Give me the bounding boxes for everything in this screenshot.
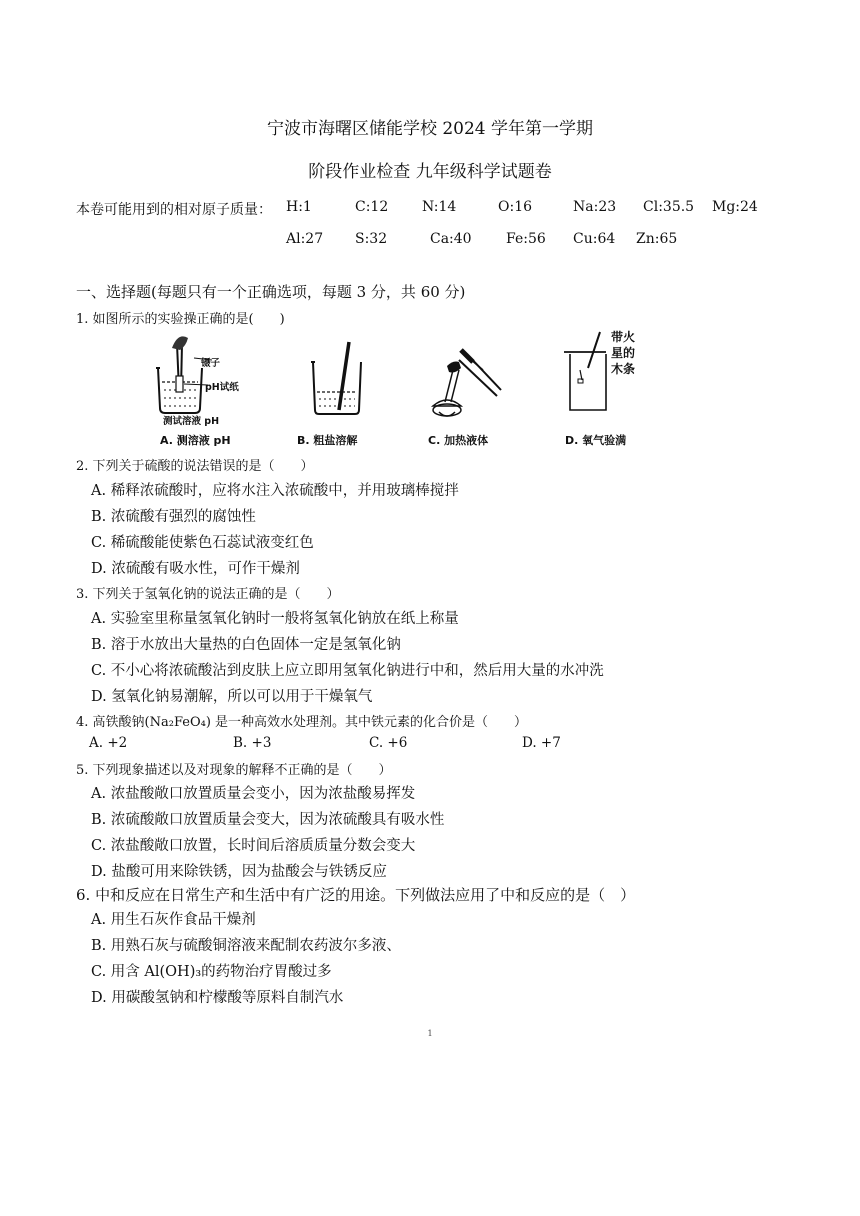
question-1-stem: 1. 如图所示的实验操正确的是( ) (76, 312, 285, 327)
question-4-stem: 4. 高铁酸钠(Na₂FeO₄) 是一种高效水处理剂。其中铁元素的化合价是（ ） (76, 715, 528, 730)
question-5-option-a: A. 浓盐酸敞口放置质量会变小，因为浓盐酸易挥发 (91, 786, 416, 802)
figure-c-caption: C. 加热液体 (428, 434, 489, 447)
question-3-option-b: B. 溶于水放出大量热的白色固体一定是氢氧化钠 (91, 637, 401, 653)
section-title: 一、选择题(每题只有一个正确选项，每题 3 分，共 60 分) (76, 283, 466, 301)
question-3-option-d: D. 氢氧化钠易潮解，所以可以用于干燥氧气 (91, 689, 373, 705)
figure-c-heating-liquid (425, 340, 505, 420)
figure-a-label-tweezers: 镊子 (201, 358, 221, 369)
figure-d-label-line-2: 星的 (611, 346, 636, 360)
atomic-mass-na: Na:23 (573, 199, 617, 215)
question-3-option-a: A. 实验室里称量氢氧化钠时一般将氢氧化钠放在纸上称量 (91, 611, 459, 627)
question-2-stem: 2. 下列关于硫酸的说法错误的是（ ） (76, 459, 314, 474)
atomic-mass-cu: Cu:64 (573, 231, 616, 247)
figure-b-salt-dissolving (305, 338, 375, 418)
figure-d-label-line-3: 木条 (611, 362, 636, 376)
atomic-mass-intro: 本卷可能用到的相对原子质量： (76, 202, 272, 218)
question-5-stem: 5. 下列现象描述以及对现象的解释不正确的是（ ） (76, 763, 392, 778)
question-2-option-c: C. 稀硫酸能使紫色石蕊试液变红色 (91, 535, 314, 551)
atomic-mass-s: S:32 (355, 231, 388, 247)
atomic-mass-ca: Ca:40 (430, 231, 472, 247)
question-4-option-a: A. +2 (89, 735, 128, 751)
question-3-stem: 3. 下列关于氢氧化钠的说法正确的是（ ） (76, 587, 340, 602)
question-3-option-c: C. 不小心将浓硫酸沾到皮肤上应立即用氢氧化钠进行中和，然后用大量的水冲洗 (91, 663, 604, 679)
atomic-mass-n: N:14 (422, 199, 457, 215)
title-line-1: 宁波市海曙区储能学校 2024 学年第一学期 (266, 119, 594, 139)
page-number: 1 (427, 1029, 433, 1038)
question-6-option-a: A. 用生石灰作食品干燥剂 (91, 912, 256, 928)
title-line-2: 阶段作业检查 九年级科学试题卷 (308, 162, 552, 182)
atomic-mass-o: O:16 (498, 199, 533, 215)
question-5-option-b: B. 浓硫酸敞口放置质量会变大，因为浓硫酸具有吸水性 (91, 812, 445, 828)
question-6-option-b: B. 用熟石灰与硫酸铜溶液来配制农药波尔多液、 (91, 938, 401, 954)
atomic-mass-mg: Mg:24 (712, 199, 758, 215)
question-4-option-b: B. +3 (233, 735, 272, 751)
figure-a-label-solution: 测试溶液 pH (163, 416, 220, 427)
question-6-option-d: D. 用碳酸氢钠和柠檬酸等原料自制汽水 (91, 990, 344, 1006)
question-2-option-a: A. 稀释浓硫酸时，应将水注入浓硫酸中，并用玻璃棒搅拌 (91, 483, 459, 499)
figure-d-caption: D. 氧气验满 (565, 434, 627, 447)
atomic-mass-cl: Cl:35.5 (643, 199, 695, 215)
atomic-mass-fe: Fe:56 (506, 231, 546, 247)
figure-b-caption: B. 粗盐溶解 (297, 434, 358, 447)
question-5-option-c: C. 浓盐酸敞口放置，长时间后溶质质量分数会变大 (91, 838, 416, 854)
question-2-option-b: B. 浓硫酸有强烈的腐蚀性 (91, 509, 256, 525)
question-5-option-d: D. 盐酸可用来除铁锈，因为盐酸会与铁锈反应 (91, 864, 387, 880)
atomic-mass-c: C:12 (355, 199, 389, 215)
atomic-mass-zn: Zn:65 (636, 231, 678, 247)
question-4-option-c: C. +6 (369, 735, 408, 751)
atomic-mass-al: Al:27 (286, 231, 324, 247)
question-4-option-d: D. +7 (522, 735, 561, 751)
figure-a-label-ph-paper: pH试纸 (205, 382, 239, 393)
atomic-mass-h: H:1 (286, 199, 312, 215)
question-6-stem: 6. 中和反应在日常生产和生活中有广泛的用途。下列做法应用了中和反应的是（ ） (76, 886, 636, 904)
figure-d-label-line-1: 带火 (611, 330, 636, 344)
figure-a-caption: A. 测溶液 pH (160, 434, 231, 447)
question-6-option-c: C. 用含 Al(OH)₃的药物治疗胃酸过多 (91, 964, 332, 980)
question-2-option-d: D. 浓硫酸有吸水性，可作干燥剂 (91, 561, 300, 577)
